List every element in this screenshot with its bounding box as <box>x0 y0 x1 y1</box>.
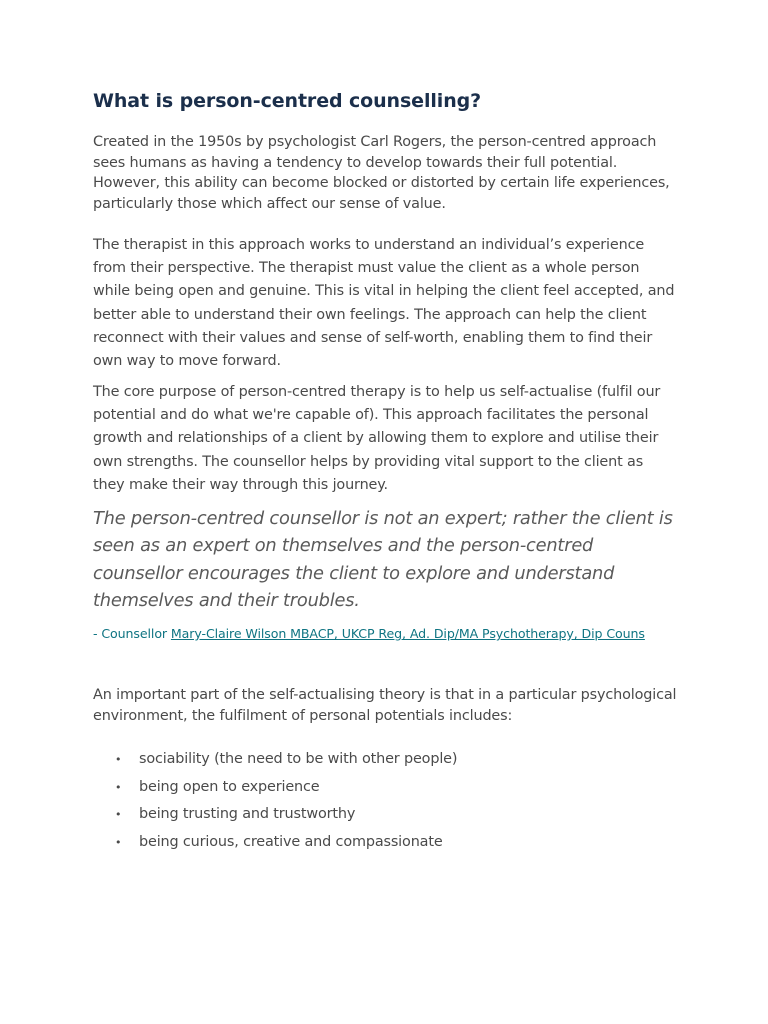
list-item-text: being open to experience <box>139 778 320 795</box>
list-item <box>93 774 457 802</box>
list-item <box>93 746 457 774</box>
bullet-icon: • <box>115 808 122 821</box>
counsellor-profile-link[interactable]: Mary-Claire Wilson MBACP, UKCP Reg, Ad. Dip/MA Psychotherapy, Dip Couns <box>170 626 645 641</box>
list-item-text: being curious, creative and compassionate <box>139 833 443 850</box>
list-item-text: sociability (the need to be with other people) <box>139 751 458 767</box>
pull-quote: The person-centred counsellor is not an expert; rather the client is seen as an expert on themselves and the person-centred counsellor encourages the client to explore and understand themselves and their troubles. <box>93 508 673 612</box>
article <box>93 88 678 850</box>
self-actualising-paragraph: An important part of the self-actualising theory is that in a particular psychological environment, the fulfilment of personal potentials includes: <box>93 687 677 724</box>
list-item-text: being trusting and trustworthy <box>139 806 356 822</box>
quote-attribution <box>93 625 645 643</box>
bullet-icon: • <box>115 780 122 794</box>
therapist-paragraph: The therapist in this approach works to understand an individual’s experience from their perspective. The therapist must value the client as a whole person while being open and genuine. This is vital in helping the client feel accepted, and better able to understand their own feelings. The approach can help the client reconnect with their values and sense of self-worth, enabling them to find their own way to move forward. <box>93 237 675 370</box>
article-heading: What is person-centred counselling? <box>93 90 482 112</box>
bullet-icon: • <box>115 835 122 849</box>
attribution-prefix: - Counsellor <box>93 626 171 641</box>
list-item <box>93 801 457 829</box>
list-item <box>93 829 457 857</box>
intro-paragraph: Created in the 1950s by psychologist Carl Rogers, the person-centred approach sees humans as having a tendency to develop towards their full potential. However, this ability can become blocked or distorted by certain life experiences, particularly those which affect our sense of value. <box>93 134 670 212</box>
core-purpose-paragraph: The core purpose of person-centred therapy is to help us self-actualise (fulfil our potential and do what we're capable of). This approach facilitates the personal growth and relationships of a client by allowing them to explore and utilise their own strengths. The counsellor helps by providing vital support to the client as they make their way through this journey. <box>93 384 661 493</box>
bullet-icon: • <box>115 753 122 766</box>
potentials-list <box>93 746 457 856</box>
